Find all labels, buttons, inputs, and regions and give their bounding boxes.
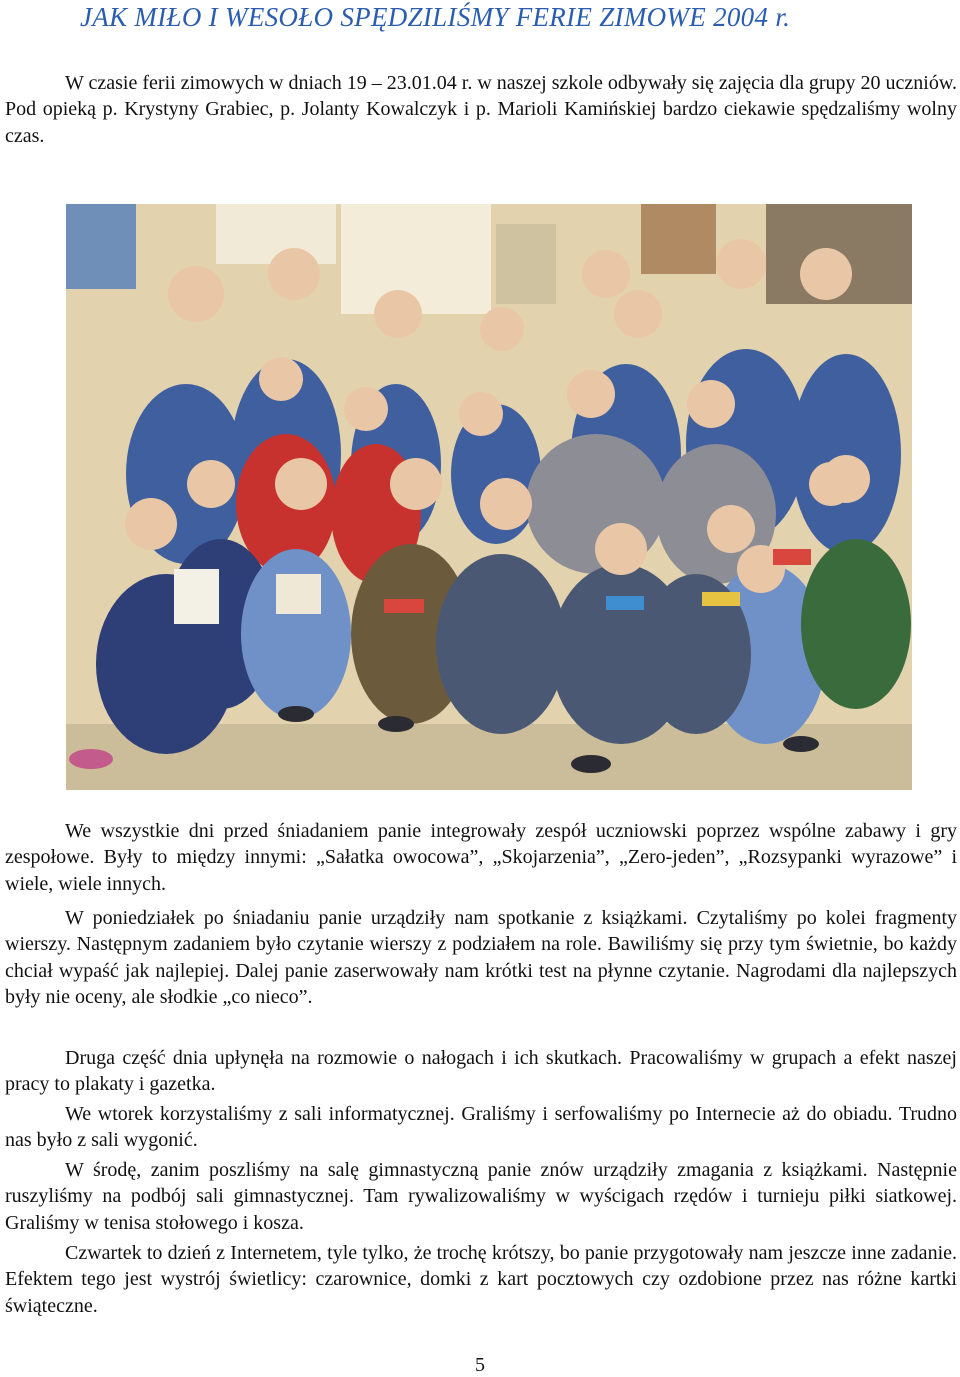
intro-paragraph (5, 70, 957, 149)
paragraph-games-text: We wszystkie dni przed śniadaniem panie integrowały zespół uczniowski poprzez wspólne zabawy i gry zespołowe. Były to między innymi: „Sałatka owocowa”, „Skojarzenia”, „Zero-jeden”, „Rozsypanki wyrazowe” i wiele, wiele innych. (5, 820, 957, 895)
page-title: JAK MIŁO I WESOŁO SPĘDZILIŚMY FERIE ZIMOWE 2004 r. (80, 2, 791, 32)
group-photo (66, 204, 912, 790)
paragraph-wednesday-text: W środę, zanim poszliśmy na salę gimnastyczną panie znów urządziły zmagania z książkami. Następnie ruszyliśmy na podbój sali gimnastycznej. Tam rywalizowaliśmy w wyścigach rzędów i turnieju piłki siatkowej. Graliśmy w tenisa stołowego i kosza. (5, 1159, 957, 1234)
paragraph-games (5, 818, 957, 897)
paragraph-tuesday-text: We wtorek korzystaliśmy z sali informatycznej. Graliśmy i serfowaliśmy po Internecie aż do obiadu. Trudno nas było z sali wygonić. (5, 1103, 957, 1152)
paragraph-thursday (5, 1240, 957, 1319)
page-number: 5 (475, 1354, 485, 1376)
paragraph-wednesday (5, 1157, 957, 1236)
paragraph-thursday-text: Czwartek to dzień z Internetem, tyle tylko, że trochę krótszy, bo panie przygotowały nam jeszcze inne zadanie. Efektem tego jest wystrój świetlicy: czarownice, domki z kart pocztowych czy ozdobione przez nas różne kartki świąteczne. (5, 1242, 957, 1317)
paragraph-addictions (5, 1045, 957, 1098)
paragraph-monday-text: W poniedziałek po śniadaniu panie urządziły nam spotkanie z książkami. Czytaliśmy po kolei fragmenty wierszy. Następnym zadaniem było czytanie wierszy z podziałem na role. Bawiliśmy się przy tym świetnie, bo każdy chciał wypaść jak najlepiej. Dalej panie zaserwowały nam krótki test na płynne czytanie. Nagrodami dla najlepszych były nie oceny, ale słodkie „co nieco”. (5, 907, 957, 1009)
intro-text: W czasie ferii zimowych w dniach 19 – 23.01.04 r. w naszej szkole odbywały się zajęcia dla grupy 20 uczniów. Pod opieką p. Krystyny Grabiec, p. Jolanty Kowalczyk i p. Marioli Kamińskiej bardzo ciekawie spędzaliśmy wolny czas. (5, 72, 957, 147)
paragraph-monday (5, 905, 957, 1011)
paragraph-tuesday (5, 1101, 957, 1154)
paragraph-addictions-text: Druga część dnia upłynęła na rozmowie o nałogach i ich skutkach. Pracowaliśmy w grupach a efekt naszej pracy to plakaty i gazetka. (5, 1047, 957, 1096)
